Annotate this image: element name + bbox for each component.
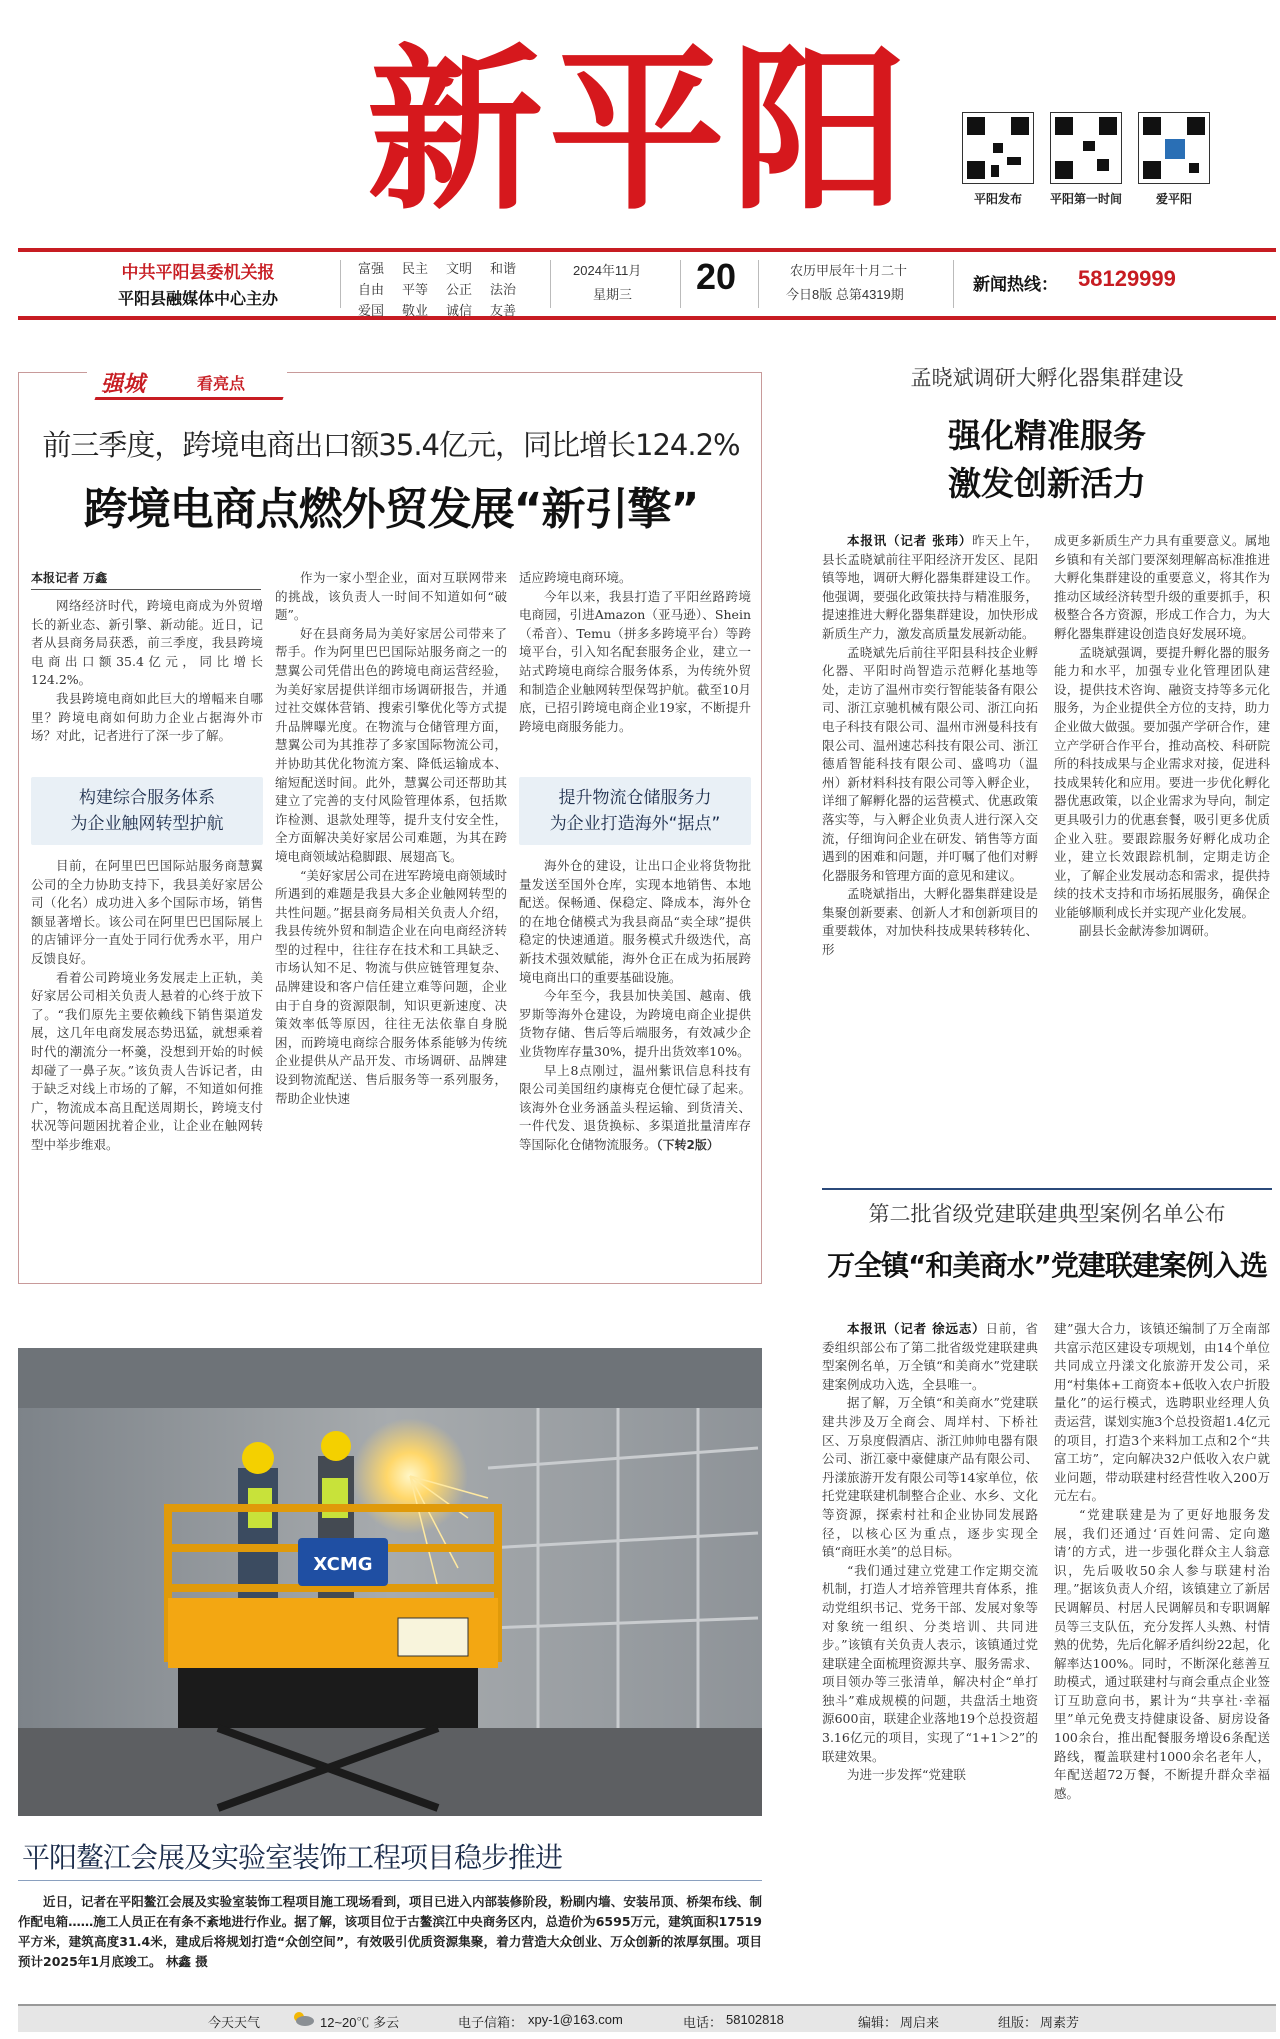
phone-label: 电话： (683, 2015, 723, 2030)
weather-value: 12~20℃ 多云 (320, 2015, 400, 2030)
core-value: 平等 (402, 282, 429, 297)
byline: 本报记者 万鑫 (31, 571, 108, 585)
page-footer (18, 2004, 1276, 2032)
qr-label: 平阳发布 (973, 192, 1022, 206)
section-subhead (31, 777, 263, 845)
core-value: 和谐 (490, 261, 517, 276)
byline-rule (31, 589, 261, 590)
issue-info: 今日8版 总第4319期 (786, 287, 904, 302)
newspaper-title: 新平阳 (366, 27, 913, 234)
core-value: 公正 (446, 282, 473, 297)
paragraph: 为进一步发挥“党建联 (847, 1767, 966, 1783)
caption-text: 近日，记者在平阳鳌江会展及实验室装饰工程项目施工现场看到，项目已进入内部装修阶段，粉刷内墙、安装吊顶、桥架布线、制作配电箱……施工人员正在有条不紊地进行作业。据了解，该项目位于古鳌滨江中央商务区内，总造价为6595万元，建筑面积17519平方米，建筑高度31.4米，建成后将规划打造“众创空间”，有效吸引优质资源集聚，着力营造大众创业、万众创新的浓厚氛围。项目预计2025年1月底竣工。 (18, 1894, 762, 1969)
paragraph: 适应跨境电商环境。 (519, 570, 632, 585)
article-column (822, 532, 1038, 960)
story-headline[interactable]: 万全镇“和美商水”党建联建案例入选 (827, 1249, 1267, 1282)
paragraph (519, 1062, 751, 1155)
section-kicker (87, 359, 287, 399)
phone-value: 58102818 (726, 2012, 784, 2027)
paragraph: 今年至今，我县加快美国、越南、俄罗斯等海外仓建设，为跨境电商企业提供货物存储、售后等后端服务，有效减少企业货物库存量30%，提升出货效率10%。 (519, 988, 751, 1059)
core-value: 敬业 (402, 303, 429, 318)
paragraph (822, 1320, 1038, 1394)
paragraph: “我们通过建立党建工作定期交流机制，打造人才培养管理共育体系，推动党组织书记、党务干部、发展对象等对象统一组织、分类培训、共同进步。”该镇有关负责人表示，该镇通过党建联建全面梳理资源共享、服务需求、项目领办等三张清单，解决村企“单打独斗”难成规模的问题，共盘活土地资源600亩，联建企业落地19个总投资超3.16亿元的项目，实现了“1+1＞2”的联建效果。 (822, 1562, 1038, 1764)
article-column (519, 857, 751, 1155)
article-column (1054, 1320, 1270, 1803)
weather-label: 今天天气 (208, 2015, 261, 2030)
core-value: 友善 (490, 303, 517, 318)
photo-caption-body (18, 1892, 762, 1972)
paragraph: 好在县商务局为美好家居公司带来了帮手。作为阿里巴巴国际站服务商之一的慧翼公司凭借出色的跨境电商运营经验，为美好家居提供详细市场调研报告，并通过社交媒体营销、搜索引擎优化等方式提升品牌曝光度。在物流与仓储管理方面，慧翼公司为其推荐了多家国际物流公司，并协助其优化物流方案、降低运输成本、缩短配送时间。此外，慧翼公司还帮助其建立了完善的支付风险管理体系，包括欺诈检测、退款处理等，提升支付安全性，全方面解决美好家居公司难题，为其在跨境电商领域站稳脚跟、展翅高飞。 (275, 625, 507, 864)
paragraph: 海外仓的建设，让出口企业将货物批量发送至国外仓库，实现本地销售、本地配送。保畅通、保稳定、降成本，海外仓的在地仓储模式为我县商品“卖全球”提供稳定的快速通道。服务模式升级迭代，高新技术强效赋能，海外仓正在成为拓展跨境电商出口的重要基础设施。 (519, 858, 751, 985)
divider (680, 260, 681, 308)
party-building-story (822, 1198, 1272, 1998)
paragraph: 副县长金献涛参加调研。 (1079, 923, 1217, 939)
paragraph-text: 早上8点刚过，温州紫讯信息科技有限公司美国纽约康梅克仓便忙碌了起来。该海外仓业务涵盖头程运输、到货清关、一件代发、退货换标、多渠道批量清库存等国际化仓储物流服务。 (519, 1062, 751, 1152)
photo-caption-title[interactable]: 平阳鳌江会展及实验室装饰工程项目稳步推进 (22, 1841, 563, 1874)
section-divider (822, 1188, 1272, 1190)
core-value: 民主 (402, 261, 429, 276)
article-column (822, 1320, 1038, 1785)
kicker-brand: 强城 (101, 372, 146, 397)
divider (340, 260, 341, 308)
lift-brand-label: XCMG (313, 1554, 373, 1575)
lead-story (18, 372, 762, 1284)
continued-on-page-link[interactable]: （下转2版） (656, 1137, 719, 1152)
email-label: 电子信箱： (458, 2015, 524, 2030)
paragraph: 孟晓斌先后前往平阳县科技企业孵化器、平阳时尚智造示范孵化基地等处，走访了温州市奕行智能装备有限公司、浙江京驰机械有限公司、浙江向拓电子科技有限公司、温州市洲曼科技有限公司、温州速芯科技有限公司、浙江德盾智能科技有限公司、盛鸣功（温州）新材料科技有限公司等入孵企业，详细了解孵化器的运营模式、优惠政策落实等，与入孵企业负责人进行深入交流，仔细询问企业在研发、销售等方面遇到的困难和问题，并叮嘱了他们对孵化器服务和管理方面的意见和建议。 (822, 644, 1038, 883)
photo-story (18, 1348, 762, 1980)
paragraph: 孟晓斌强调，要提升孵化器的服务能力和水平，加强专业化管理团队建设，提供技术咨询、融资支持等多元化服务，为企业提供全方位的支持，助力企业做大做强。要加强产学研合作，建立产学研合作平台，推动高校、科研院所的科技成果与企业需求对接，促进科技成果转化和应用。要进一步优化孵化器优惠政策，以企业需求为导向，制定更具吸引力的优惠套餐，吸引更多优质企业入驻。要跟踪服务好孵化成功企业，建立长效跟踪机制，定期走访企业，了解企业发展动态和需求，提供持续的技术支持和市场拓展服务，确保企业能够顺利成长并实现产业化发展。 (1054, 644, 1270, 920)
story-headline[interactable]: 激发创新活力 (948, 464, 1146, 503)
subhead-line: 为企业触网转型护航 (70, 814, 224, 834)
divider (953, 260, 954, 308)
photo-credit: 林鑫 摄 (165, 1954, 208, 1969)
media-center-label: 平阳县融媒体中心主办 (117, 291, 278, 308)
qr-code-icon[interactable] (1050, 112, 1122, 184)
email-value[interactable]: xpy-1@163.com (528, 2012, 623, 2027)
typesetter-label: 组版： (998, 2015, 1038, 2030)
qr-code-icon[interactable] (962, 112, 1034, 184)
issue-info-bar (18, 252, 1276, 316)
paragraph: 我县跨境电商如此巨大的增幅来自哪里？跨境电商如何助力企业占据海外市场？对此，记者进行了深一步了解。 (31, 690, 263, 744)
story-kicker: 孟晓斌调研大孵化器集群建设 (910, 366, 1184, 390)
lead-subhead: 前三季度，跨境电商出口额35.4亿元，同比增长124.2% (42, 428, 740, 462)
reporter-tag: 本报讯（记者 徐远志） (847, 1321, 986, 1336)
lunar-date: 农历甲辰年十月二十 (790, 263, 908, 278)
subhead-line: 为企业打造海外“据点” (549, 814, 721, 834)
lead-headline[interactable]: 跨境电商点燃外贸发展“新引擎” (83, 484, 699, 535)
paragraph: 孟晓斌指出，大孵化器集群建设是集聚创新要素、创新人才和创新项目的重要载体，对加快科技成果转移转化、形 (822, 886, 1038, 958)
story-headline[interactable]: 强化精准服务 (948, 416, 1146, 455)
editor-label: 编辑： (858, 2015, 898, 2030)
typesetter-value: 周素芳 (1040, 2015, 1080, 2030)
construction-photo[interactable] (18, 1348, 762, 1816)
paragraph: 目前，在阿里巴巴国际站服务商慧翼公司的全力协助支持下，我县美好家居公司（化名）成功进入多个国际市场，销售额显著增长。该公司在阿里巴巴国际展上的店铺评分一直处于同行优秀水平，用户反馈良好。 (31, 858, 263, 966)
divider (758, 260, 759, 308)
paragraph: 看着公司跨境业务发展走上正轨，美好家居公司相关负责人悬着的心终于放下了。“我们原先主要依赖线下销售渠道发展，这几年电商发展态势迅猛，就想乘着时代的潮流分一杯羹，没想到开始的时候却碰了一鼻子灰。”该负责人告诉记者，由于缺乏对线上市场的了解，不知道如何推广，物流成本高且配送周期长，跨境支付状况等问题困扰着企业，让企业在触网转型中举步维艰。 (31, 969, 263, 1152)
date-weekday: 星期三 (593, 287, 633, 302)
hotline-number[interactable]: 58129999 (1078, 266, 1176, 291)
divider (550, 260, 551, 308)
section-subhead (519, 777, 751, 845)
paragraph: “党建联建是为了更好地服务发展，我们还通过‘百姓问需、定向邀请’的方式，进一步强化群众主人翁意识，先后吸收50余人参与联建村治理。”据该负责人介绍，该镇建立了新居民调解员、村居人民调解员和专职调解员等三支队伍，充分发挥人头熟、村情熟的优势，先后化解矛盾纠纷22起，化解率达100%。同时，不断深化慈善互助模式，通过联建村与商会重点企业签订互助意向书，累计为“共享社·幸福里”单元免费支持健康设备、厨房设备100余台，推出配餐服务增设6条配送路线，覆盖联建村1000余名老年人，年配送超72万餐，不断提升群众幸福感。 (1054, 1506, 1270, 1801)
article-column (31, 597, 263, 746)
reporter-tag: 本报讯（记者 张玮） (847, 533, 973, 548)
caption-rule (18, 1880, 762, 1881)
paragraph: 作为一家小型企业，面对互联网带来的挑战，该负责人一时间不知道如何“破题”。 (275, 570, 507, 623)
paragraph: 今年以来，我县打造了平阳丝路跨境电商园，引进Amazon（亚马逊）、Shein（希音）、Temu（拼多多跨境平台）等跨境平台，引入知名配套服务企业，建立一站式跨境电商综合服务体系，为传统外贸和制造企业触网转型保驾护航。截至10月底，已招引跨境电商企业19家，不断提升跨境电商服务能力。 (519, 588, 751, 734)
paragraph: 建”强大合力，该镇还编制了万全南部共富示范区建设专项规划，由14个单位共同成立丹漾文化旅游开发公司，采用“村集体+工商资本+低收入农户折股量化”的运行模式，选聘职业经理人负责运营，谋划实施3个总投资超1.4亿元的项目，打造3个来料加工点和2个“共富工坊”，定向解决32户低收入农户就业问题，带动联建村经营性收入200万元左右。 (1054, 1321, 1270, 1504)
core-value: 爱国 (358, 303, 385, 318)
cloud-icon (290, 2009, 316, 2030)
core-value: 富强 (358, 261, 385, 276)
core-value: 自由 (358, 282, 385, 297)
article-column (31, 857, 263, 1155)
paragraph: 据了解，万全镇“和美商水”党建联建共涉及万全商会、周垟村、下桥社区、万泉度假酒店、浙江帅帅电器有限公司、浙江豪中豪健康产品有限公司、丹漾旅游开发有限公司等14家单位，依托党建联建机制整合企业、水乡、文化等资源，探索村社和企业协同发展路径，以核心区为重点，逐步实现全镇“商旺水美”的总目标。 (822, 1395, 1038, 1560)
qr-label: 平阳第一时间 (1049, 192, 1122, 206)
incubator-story (822, 362, 1272, 1142)
date-year-month: 2024年11月 (573, 263, 642, 278)
paragraph (822, 532, 1038, 644)
core-value: 文明 (446, 261, 473, 276)
subhead-line: 提升物流仓储服务力 (558, 788, 712, 808)
article-column (519, 569, 751, 736)
date-day: 20 (695, 256, 737, 297)
qr-code-icon[interactable] (1138, 112, 1210, 184)
core-value: 法治 (490, 282, 517, 297)
paragraph-text: 昨天上午，县长孟晓斌前往平阳经济开发区、昆阳镇等地，调研大孵化器集群建设工作。他强调，要强化政策扶持与精准服务，提速推进大孵化器集群建设，加快形成新质生产力，激发高质量发展新动能。 (822, 533, 1038, 641)
masthead (0, 0, 1280, 250)
hotline-label: 新闻热线： (973, 275, 1058, 294)
paragraph-text: 日前，省委组织部公布了第二批省级党建联建典型案例名单，万全镇“和美商水”党建联建案例成功入选，全县唯一。 (822, 1321, 1038, 1392)
article-column (1054, 532, 1270, 941)
editor-value: 周启来 (900, 2015, 940, 2030)
party-organ-label: 中共平阳县委机关报 (121, 263, 275, 282)
paragraph: 成更多新质生产力具有重要意义。属地乡镇和有关部门要深刻理解高标准推进大孵化集群建设的重要意义，将其作为推动区域经济转型升级的重要抓手，积极整合各方资源，形成工作合力，为大孵化器集群建设创造良好发展环境。 (1054, 533, 1270, 641)
paragraph: “美好家居公司在进军跨境电商领域时所遇到的难题是我县大多企业触网转型的共性问题。”据县商务局相关负责人介绍，我县传统外贸和制造企业在向电商经济转型的过程中，往往存在技术和工具缺乏、市场认知不足、物流与供应链管理复杂、品牌建设和客户信任建立难等问题，企业由于自身的资源限制，知识更新速度、决策效率低等原因，往往无法依靠自身脱困，而跨境电商综合服务体系能够为传统企业提供从产品开发、市场调研、品牌建设到物流配送、售后服务等一系列服务，帮助企业快速 (275, 867, 507, 1106)
core-values-grid (358, 258, 538, 319)
construction-scene (18, 1348, 762, 1816)
story-kicker: 第二批省级党建联建典型案例名单公布 (868, 1202, 1226, 1226)
kicker-underline (94, 397, 283, 400)
qr-label: 爱平阳 (1155, 192, 1192, 206)
paragraph: 网络经济时代，跨境电商成为外贸增长的新业态、新引擎、新动能。近日，记者从县商务局获悉，前三季度，我县跨境电商出口额35.4亿元，同比增长124.2%。 (31, 598, 263, 688)
subhead-line: 构建综合服务体系 (79, 788, 215, 808)
core-value: 诚信 (446, 303, 473, 318)
kicker-highlight: 看亮点 (197, 374, 246, 393)
article-column (275, 569, 507, 1108)
